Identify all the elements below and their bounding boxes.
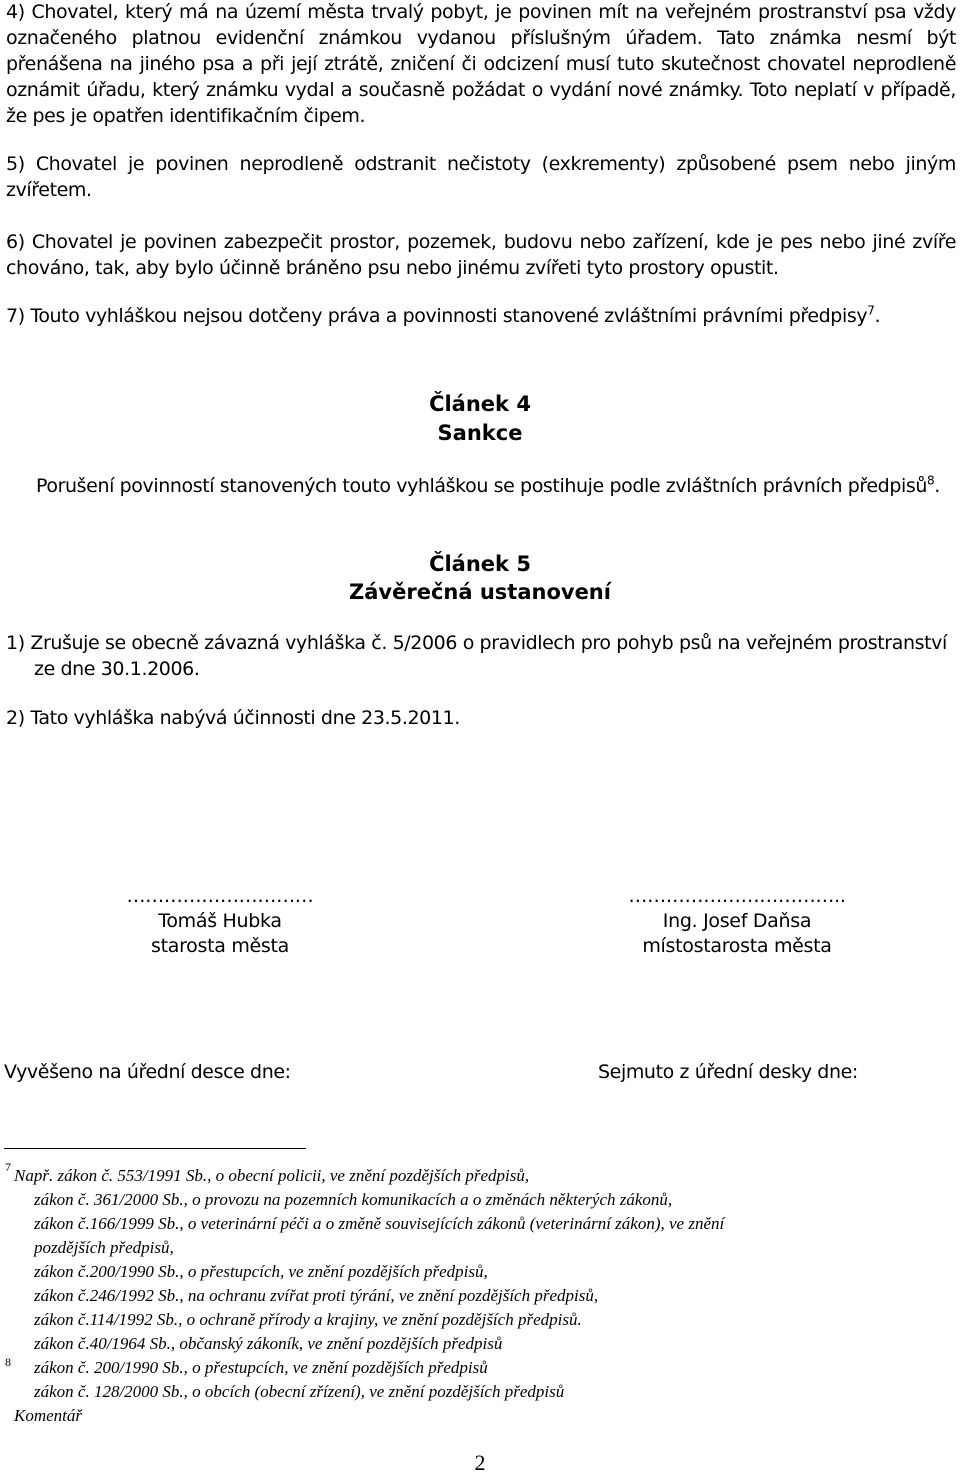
signature-right bbox=[597, 884, 877, 959]
signature-left-name: Tomáš Hubka bbox=[158, 910, 282, 932]
paragraph-5: 5) Chovatel je povinen neprodleně odstranit nečistoty (exkrementy) způsobené psem nebo jiným zvířetem. bbox=[6, 153, 956, 201]
footnote-line: zákon č.40/1964 Sb., občanský zákoník, ve znění pozdějších předpisů bbox=[34, 1334, 503, 1353]
page-number: 2 bbox=[474, 1450, 486, 1475]
posted-on-board: Vyvěšeno na úřední desce dne: bbox=[4, 1061, 291, 1083]
article-4-subtitle: Sankce bbox=[437, 421, 523, 445]
article-5-title: Článek 5 bbox=[429, 552, 531, 576]
footnote-ref-8: 8 bbox=[927, 473, 935, 488]
footnote-line: zákon č.166/1999 Sb., o veterinární péči a o změně souvisejících zákonů (veterinární zákon), ve znění bbox=[34, 1214, 725, 1233]
footnote-mark-7: 7 bbox=[5, 1160, 11, 1174]
footnote-rule bbox=[4, 1148, 306, 1149]
signature-left-dots: ………………………… bbox=[126, 885, 314, 907]
removed-from-board: Sejmuto z úřední desky dne: bbox=[598, 1061, 858, 1083]
article-4-body: Porušení povinností stanovených touto vyhláškou se postihuje podle zvláštních právních předpisů bbox=[36, 475, 928, 497]
article-5-p2: 2) Tato vyhláška nabývá účinnosti dne 23.5.2011. bbox=[6, 707, 460, 729]
signature-right-name: Ing. Josef Daňsa bbox=[662, 910, 812, 932]
paragraph-4: 4) Chovatel, který má na území města trvalý pobyt, je povinen mít na veřejném prostranství psa vždy označeného platnou evidenční známkou vydanou příslušným úřadem. Tato známka nesmí být přenášena na jiného psa a při její ztrátě, zničení či odcizení musí tuto skutečnost chovatel neprodleně oznámit úřadu, který známku vydal a současně požádat o vydání nové známky. Toto neplatí v případě, že pes je opatřen identifikačním čipem. bbox=[6, 1, 956, 127]
footnote-line: pozdějších předpisů, bbox=[34, 1238, 174, 1257]
footnote-line: zákon č.200/1990 Sb., o přestupcích, ve znění pozdějších předpisů, bbox=[34, 1262, 488, 1281]
article-5-subtitle: Závěrečná ustanovení bbox=[349, 580, 611, 604]
signature-left bbox=[80, 884, 360, 959]
paragraph-6: 6) Chovatel je povinen zabezpečit prostor, pozemek, budovu nebo zařízení, kde je pes nebo jiné zvíře chováno, tak, aby bylo účinně bráněno psu nebo jinému zvířeti tyto prostory opustit. bbox=[6, 231, 956, 279]
article-5-p1-line1: 1) Zrušuje se obecně závazná vyhláška č. 5/2006 o pravidlech pro pohyb psů na veřejném prostranství bbox=[6, 632, 947, 654]
signature-left-role: starosta města bbox=[150, 935, 290, 957]
footnote-line: zákon č. 200/1990 Sb., o přestupcích, ve znění pozdějších předpisů bbox=[34, 1358, 488, 1377]
footnote-line: zákon č.246/1992 Sb., na ochranu zvířat proti týrání, ve znění pozdějších předpisů, bbox=[34, 1286, 599, 1305]
paragraph-7-end: . bbox=[874, 305, 881, 327]
article-4-end: . bbox=[934, 475, 940, 497]
paragraph-7-text: 7) Touto vyhláškou nejsou dotčeny práva a povinnosti stanovené zvláštními právními předpisy bbox=[6, 305, 868, 327]
article-4-title: Článek 4 bbox=[429, 392, 531, 416]
article-5-p1-line2: ze dne 30.1.2006. bbox=[34, 658, 200, 680]
footnote-ref-7: 7 bbox=[867, 303, 875, 318]
article-4-text bbox=[36, 475, 940, 497]
signature-right-role: místostarosta města bbox=[642, 935, 832, 957]
signature-right-dots: …………………………….. bbox=[628, 885, 846, 907]
footnote-line: Komentář bbox=[14, 1406, 82, 1425]
footnote-line: Např. zákon č. 553/1991 Sb., o obecní policii, ve znění pozdějších předpisů, bbox=[14, 1166, 530, 1185]
paragraph-7 bbox=[6, 305, 880, 327]
footnote-line: zákon č.114/1992 Sb., o ochraně přírody a krajiny, ve znění pozdějších předpisů. bbox=[34, 1310, 582, 1329]
footnote-line: zákon č. 361/2000 Sb., o provozu na pozemních komunikacích a o změnách některých zákonů, bbox=[34, 1190, 673, 1209]
footnote-mark-8: 8 bbox=[5, 1355, 11, 1369]
footnote-line: zákon č. 128/2000 Sb., o obcích (obecní zřízení), ve znění pozdějších předpisů bbox=[34, 1382, 565, 1401]
